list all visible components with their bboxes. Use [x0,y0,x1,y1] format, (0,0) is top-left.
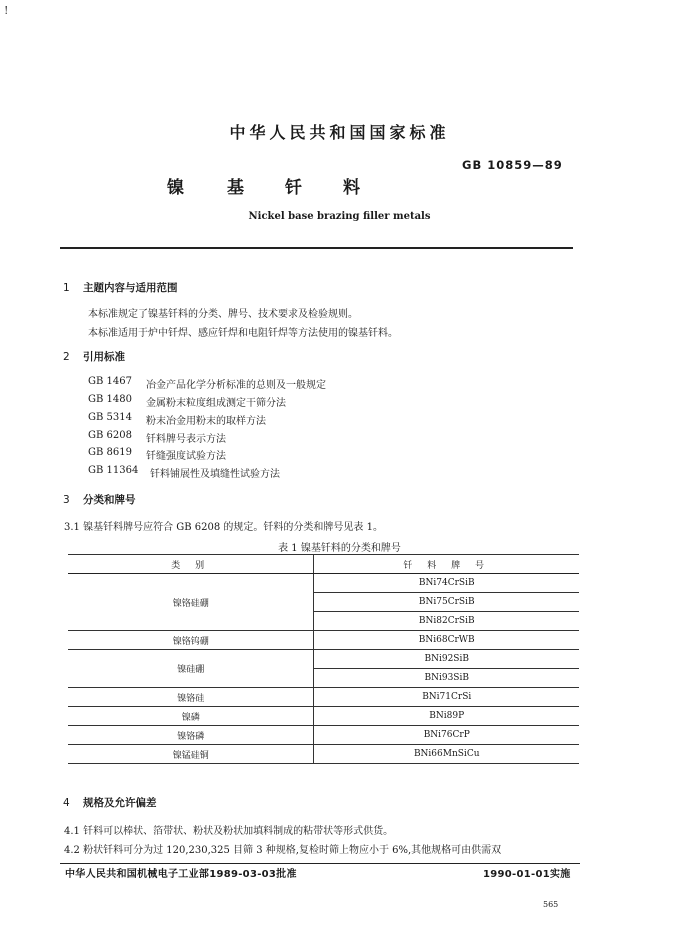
grade-cell: BNi71CrSi [314,688,579,707]
header-category: 类 别 [68,555,314,574]
standard-number: GB 10859—89 [462,158,563,172]
table-caption: 表 1 镍基钎料的分类和牌号 [278,543,401,554]
effective-date: 1990-01-01实施 [483,869,571,880]
title-char-2: 基 [227,178,244,198]
header-rule [60,247,573,249]
reference-code: GB 11364 [88,465,139,476]
grade-cell: BNi76CrP [314,726,579,745]
table-row [68,745,579,764]
table-header-row [68,555,579,574]
reference-code: GB 8619 [88,447,132,458]
reference-code: GB 1480 [88,394,132,405]
section-number: 3 [63,494,70,506]
section-number: 4 [63,797,70,809]
paragraph: 本标准规定了镍基钎料的分类、牌号、技术要求及检验规则。 [88,309,358,320]
section-1-heading [63,280,178,295]
grade-cell: BNi75CrSiB [314,593,579,612]
clause-4-2: 4.2 粉状钎料可分为过 120,230,325 目筛 3 种规格,复检时筛上物应小于 6%,其他规格可由供需双 [64,845,502,856]
clause-3-1: 3.1 镍基钎料牌号应符合 GB 6208 的规定。钎料的分类和牌号见表 1。 [64,522,383,533]
table-row [68,707,579,726]
reference-title: 钎料牌号表示方法 [146,434,226,445]
section-number: 2 [63,351,70,363]
national-standard-heading: 中华人民共和国国家标准 [229,123,450,142]
english-title: Nickel base brazing filler metals [248,211,431,222]
title-char-4: 料 [343,178,360,198]
clause-4-1: 4.1 钎料可以棒状、箔带状、粉状及粉状加填料制成的粘带状等形式供货。 [64,826,394,837]
paragraph: 本标准适用于炉中钎焊、感应钎焊和电阻钎焊等方法使用的镍基钎料。 [88,328,398,339]
table-row [68,574,579,593]
reference-title: 冶金产品化学分析标准的总则及一般规定 [146,380,326,391]
section-title: 主题内容与适用范围 [83,282,178,294]
category-cell: 镍硅硼 [68,650,314,688]
section-4-heading [63,795,157,810]
table-row [68,631,579,650]
reference-title: 金属粉末粒度组成测定干筛分法 [146,398,286,409]
section-title: 引用标准 [83,351,125,363]
section-title: 规格及允许偏差 [83,797,157,809]
table-row [68,650,579,669]
title-char-1: 镍 [167,178,184,198]
grade-cell: BNi68CrWB [314,631,579,650]
grade-cell: BNi93SiB [314,669,579,688]
reference-code: GB 6208 [88,430,132,441]
grade-cell: BNi92SiB [314,650,579,669]
category-cell: 镍锰硅铜 [68,745,314,764]
grade-cell: BNi66MnSiCu [314,745,579,764]
table-row [68,688,579,707]
reference-title: 钎料铺展性及填缝性试验方法 [150,469,280,480]
grade-cell: BNi74CrSiB [314,574,579,593]
reference-code: GB 1467 [88,376,132,387]
section-title: 分类和牌号 [83,494,136,506]
reference-title: 粉末冶金用粉末的取样方法 [146,416,266,427]
reference-code: GB 5314 [88,412,132,423]
reference-title: 钎缝强度试验方法 [146,451,226,462]
category-cell: 镍铬钨硼 [68,631,314,650]
approval-note: 中华人民共和国机械电子工业部1989-03-03批准 [65,869,297,880]
section-2-heading [63,349,125,364]
grades-table [68,554,579,764]
category-cell: 镍铬磷 [68,726,314,745]
title-char-3: 钎 [285,178,302,198]
grade-cell: BNi89P [314,707,579,726]
category-cell: 镍铬硅 [68,688,314,707]
section-number: 1 [63,282,70,294]
footer-rule [60,863,580,864]
table-row [68,726,579,745]
category-cell: 镍磷 [68,707,314,726]
category-cell: 镍铬硅硼 [68,574,314,631]
section-3-heading [63,492,136,507]
margin-mark: ! [4,4,9,17]
grade-cell: BNi82CrSiB [314,612,579,631]
page-number: 565 [543,900,559,909]
header-grade: 钎 料 牌 号 [314,555,579,574]
